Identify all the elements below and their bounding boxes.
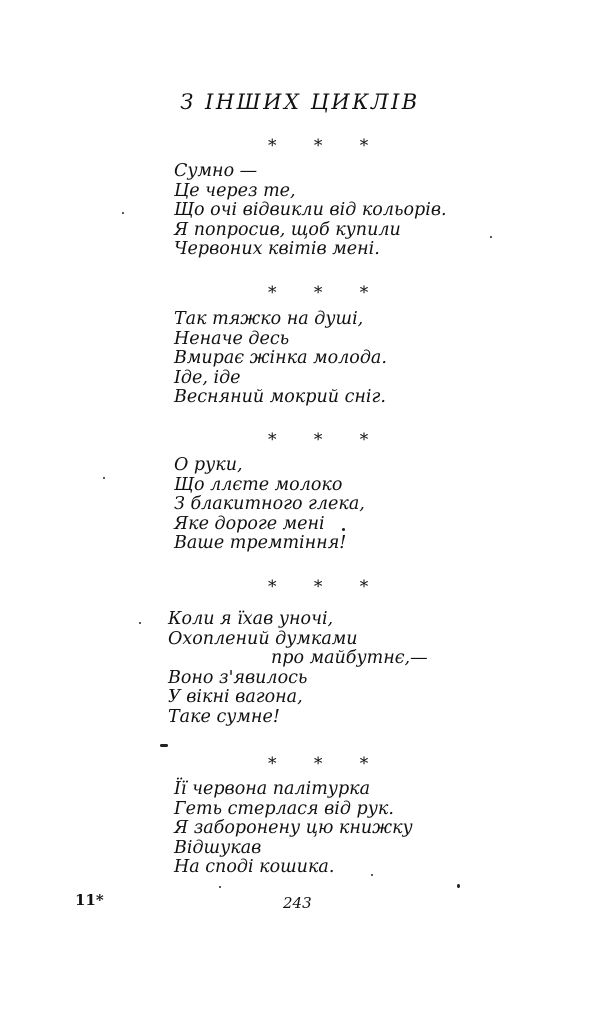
poem-line: Що ллєте молоко — [174, 474, 343, 495]
poem-line: про майбутнє,— — [271, 648, 428, 668]
poem-line: Яке дороге мені — [174, 513, 325, 534]
poem-4 — [168, 610, 428, 727]
poem-line: О руки, — [174, 455, 243, 475]
poem-line: Що очі відвикли від кольорів. — [174, 200, 447, 220]
poem-line: Таке сумне! — [168, 706, 280, 727]
poem-5 — [174, 780, 413, 878]
poem-line: Я попросив, щоб купили — [174, 219, 401, 240]
scan-speck — [103, 477, 105, 479]
poem-line: Ваше тремтіння! — [174, 533, 347, 553]
poem-line: У вікні вагона, — [168, 687, 303, 707]
scan-speck — [371, 874, 373, 876]
poem-3 — [174, 456, 365, 554]
separator: * * * — [268, 430, 385, 450]
poem-line: З блакитного глека, — [174, 494, 365, 514]
page-number: 243 — [283, 894, 312, 912]
poem-line: Сумно — — [174, 161, 258, 181]
poem-line: Червоних квітів мені. — [174, 239, 380, 259]
scan-speck — [139, 622, 141, 624]
poem-line: Весняний мокрий сніг. — [174, 387, 386, 407]
separator: * * * — [268, 754, 385, 774]
scan-speck — [457, 884, 460, 888]
scan-speck — [490, 236, 492, 238]
poem-line: Воно з'явилось — [168, 667, 308, 688]
poem-line: Так тяжко на душі, — [174, 309, 364, 329]
separator: * * * — [268, 577, 385, 597]
section-title: З ІНШИХ ЦИКЛІВ — [180, 90, 420, 114]
scan-speck — [160, 744, 168, 747]
poem-line: Геть стерлася від рук. — [174, 798, 394, 819]
separator: * * * — [268, 283, 385, 303]
poem-line: Її червона палітурка — [174, 779, 371, 799]
poem-line: Я заборонену цю книжку — [174, 818, 413, 838]
poem-line: Неначе десь — [174, 328, 290, 349]
scan-speck — [219, 886, 221, 888]
poem-line: Відшукав — [174, 837, 262, 858]
printer-signature: 11* — [75, 891, 104, 909]
scan-speck — [342, 528, 345, 531]
scan-speck — [122, 212, 124, 214]
poem-line: На споді кошика. — [174, 857, 335, 877]
poem-line: Коли я їхав уночі, — [168, 609, 334, 629]
poem-line: Іде, іде — [174, 367, 241, 388]
poem-line: Це через те, — [174, 180, 296, 201]
poem-1 — [174, 162, 447, 260]
separator: * * * — [268, 136, 385, 156]
poem-line: Охоплений думками — [168, 628, 358, 649]
poem-line: Вмирає жінка молода. — [174, 348, 387, 368]
poem-2 — [174, 310, 387, 408]
